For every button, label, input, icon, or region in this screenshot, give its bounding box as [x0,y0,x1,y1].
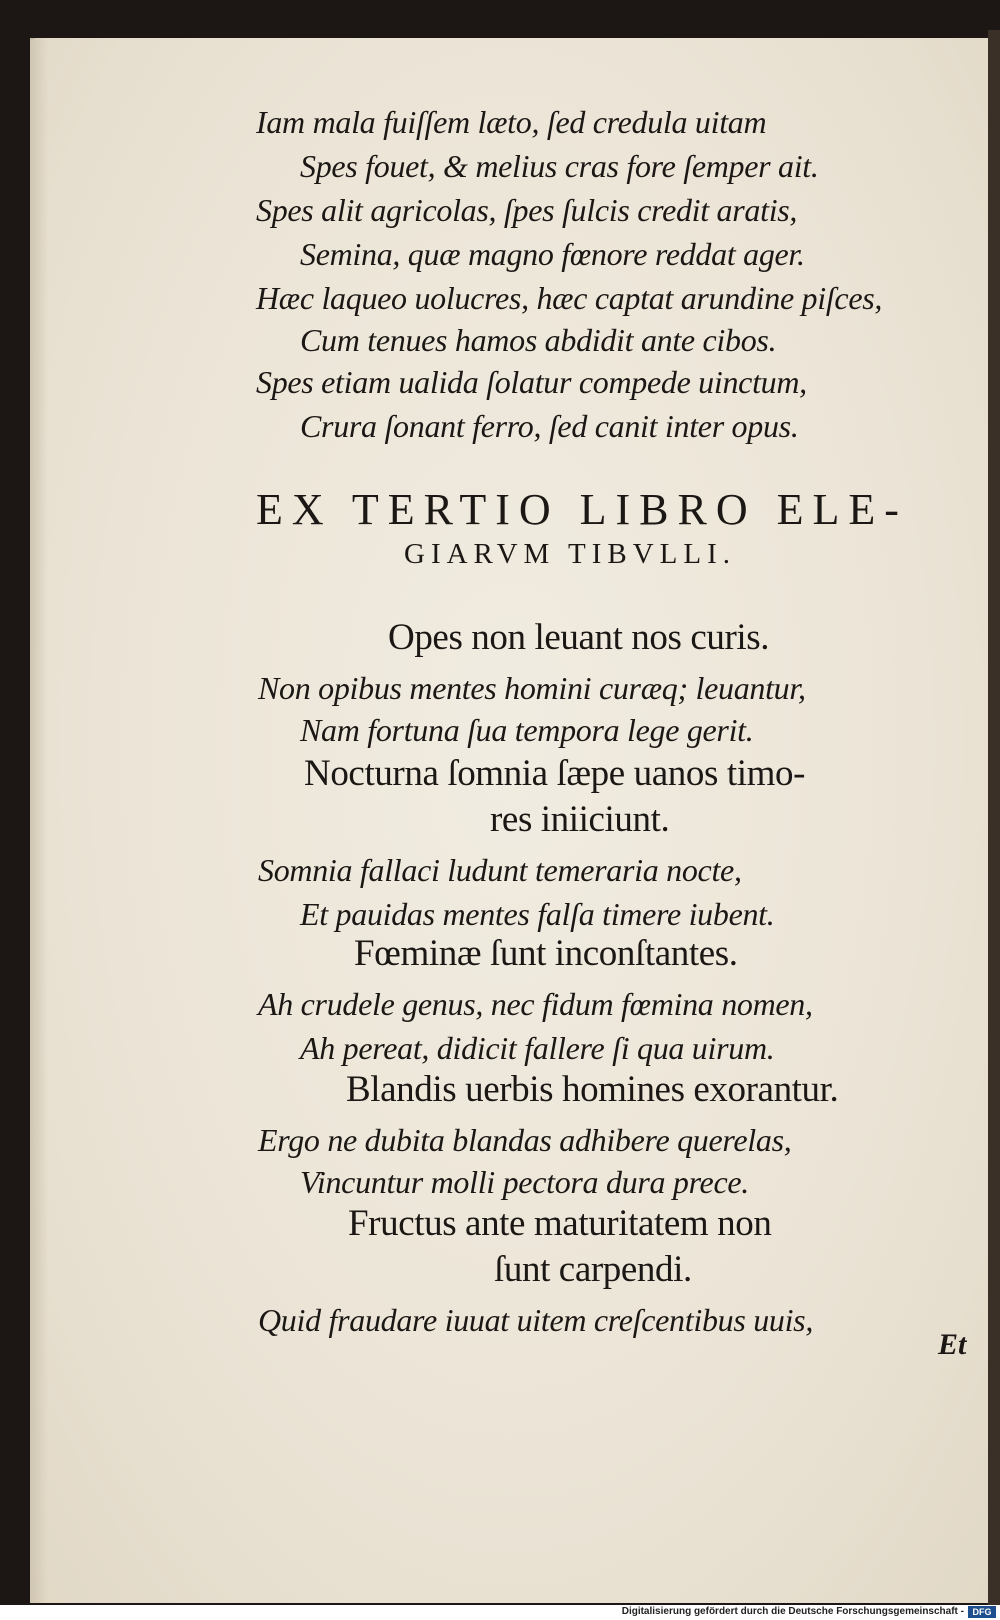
dfg-logo: DFG [968,1606,996,1618]
rubric: res iniiciunt. [490,799,670,840]
rubric: ſunt carpendi. [494,1249,692,1290]
verse-line: Vincuntur molli pectora dura prece. [300,1164,749,1200]
page-spine-shadow [30,38,48,1603]
rubric: Opes non leuant nos curis. [388,617,770,658]
page-right-edge [988,30,1000,1605]
section-heading-line2: GIARVM TIBVLLI. [404,538,737,570]
verse-line: Nam fortuna ſua tempora lege gerit. [300,712,754,748]
verse-line: Hæc laqueo uolucres, hæc captat arundine piſces, [256,280,883,316]
verse-line: Spes fouet, & melius cras fore ſemper ait. [300,148,819,184]
rubric: Nocturna ſomnia ſæpe uanos timo- [304,753,805,794]
verse-line: Quid fraudare iuuat uitem creſcentibus uuis, [258,1302,814,1338]
rubric: Blandis uerbis homines exorantur. [346,1069,839,1110]
verse-line: Spes alit agricolas, ſpes ſulcis credit aratis, [256,192,798,228]
footer-credit: Digitalisierung gefördert durch die Deutsche Forschungsgemeinschaft - [621,1606,964,1617]
verse-line: Et pauidas mentes falſa timere iubent. [300,896,775,932]
verse-line: Ergo ne dubita blandas adhibere querelas, [258,1122,792,1158]
verse-line: Semina, quæ magno fœnore reddat ager. [300,236,805,272]
rubric: Fœminæ ſunt inconſtantes. [354,933,738,974]
verse-line: Crura ſonant ferro, ſed canit inter opus. [300,408,799,444]
catchword: Et [938,1328,967,1361]
verse-line: Iam mala fuiſſem læto, ſed credula uitam [256,104,767,140]
section-heading-line1: EX TERTIO LIBRO ELE- [256,485,908,534]
verse-line: Ah pereat, didicit fallere ſi qua uirum. [300,1030,775,1066]
verse-line: Spes etiam ualida ſolatur compede uinctum, [256,364,807,400]
verse-line: Ah crudele genus, nec fidum fœmina nomen, [258,986,813,1022]
verse-line: Non opibus mentes homini curæq; leuantur, [258,670,806,706]
rubric: Fructus ante maturitatem non [348,1203,772,1244]
verse-line: Cum tenues hamos abdidit ante cibos. [300,322,777,358]
verse-line: Somnia fallaci ludunt temeraria nocte, [258,852,742,888]
